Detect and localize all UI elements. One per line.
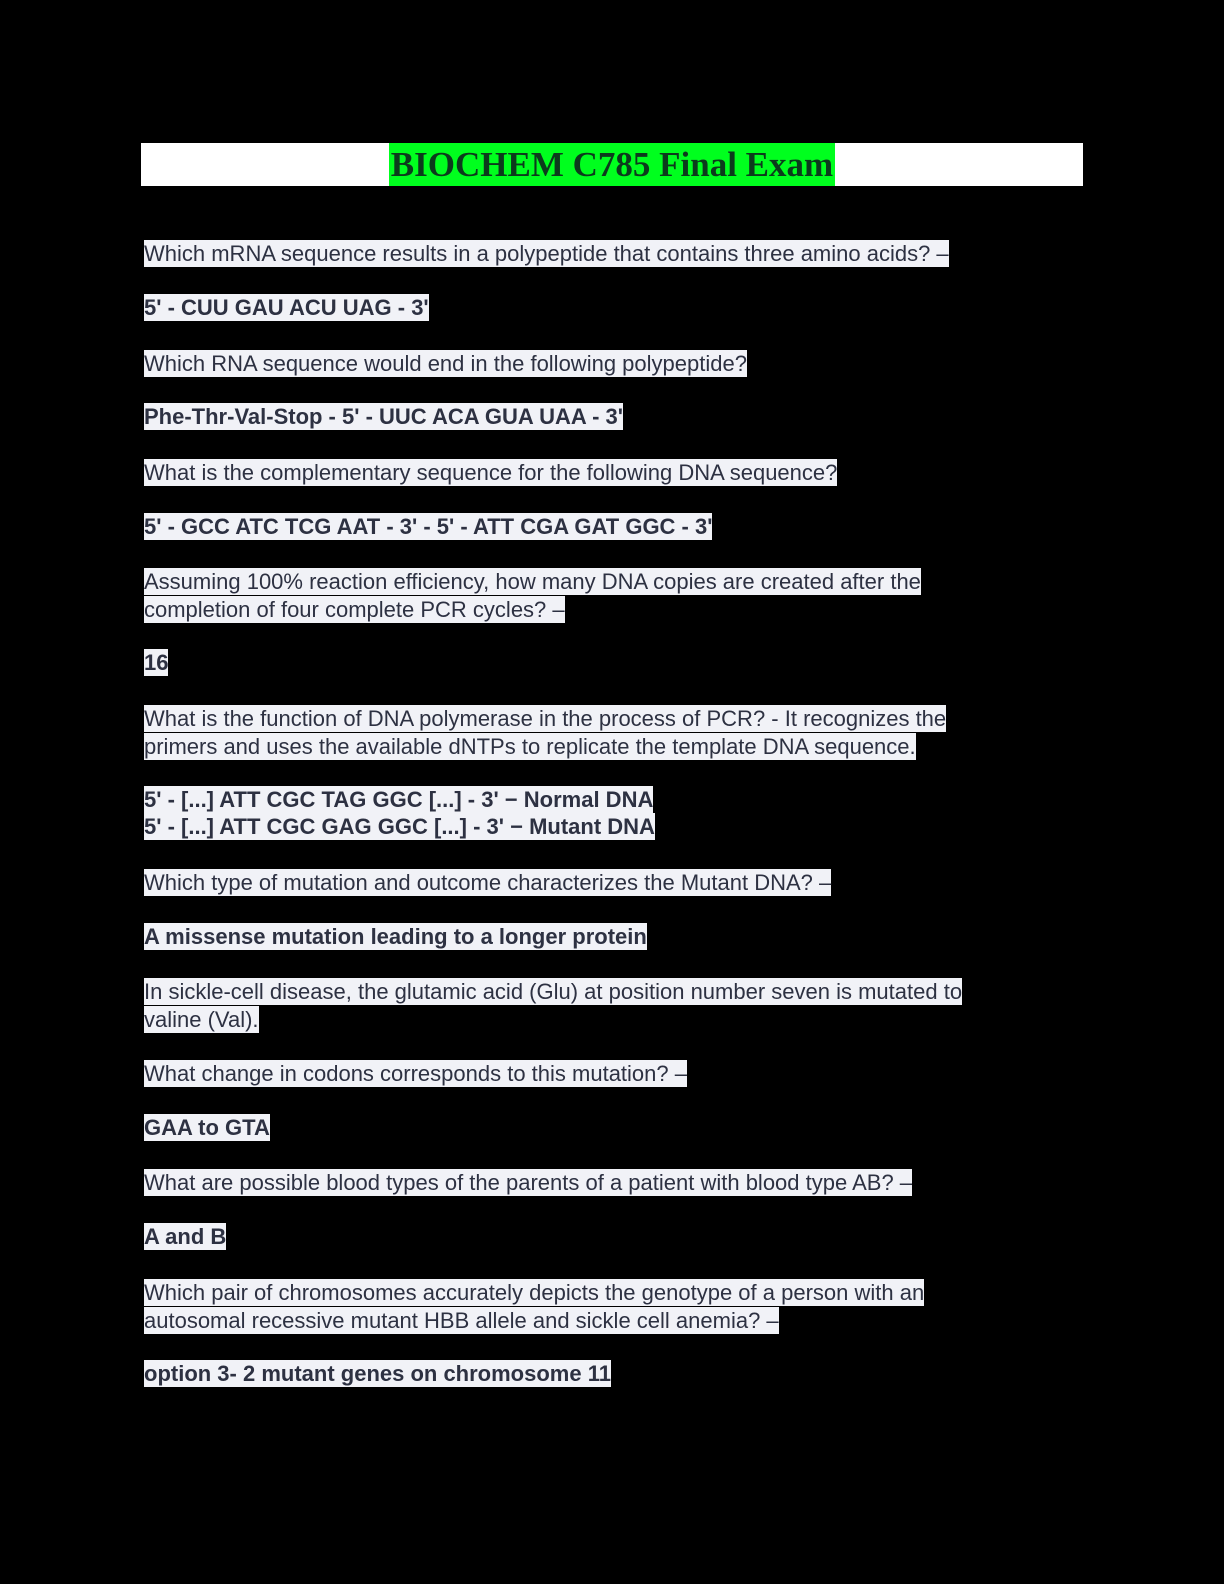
question-text: valine (Val). [144,1007,259,1032]
question-line [144,1279,924,1307]
question-line [144,1006,259,1034]
question-line [144,1169,912,1197]
answer-line [144,403,623,431]
answer-line [144,649,168,677]
answer-line [144,513,712,541]
answer-text: 5' - CUU GAU ACU UAG - 3' [144,295,429,320]
answer-text: A and B [144,1224,227,1249]
question-text: Which mRNA sequence results in a polypeptide that contains three amino acids? – [144,241,949,266]
answer-line [144,923,647,951]
answer-line [144,294,429,322]
answer-text: 16 [144,650,169,675]
question-text: completion of four complete PCR cycles? – [144,597,565,622]
question-text: What is the function of DNA polymerase in the process of PCR? - It recognizes the [144,706,947,731]
question-line [144,1060,687,1088]
question-text: autosomal recessive mutant HBB allele and sickle cell anemia? – [144,1308,779,1333]
document-title: BIOCHEM C785 Final Exam [390,145,834,184]
title-bar [141,143,1083,186]
question-text: In sickle-cell disease, the glutamic acid (Glu) at position number seven is mutated to [144,979,963,1004]
question-text: Assuming 100% reaction efficiency, how many DNA copies are created after the [144,569,921,594]
question-text: What are possible blood types of the parents of a patient with blood type AB? – [144,1170,913,1195]
answer-line [144,1114,270,1142]
answer-line [144,786,653,814]
answer-text: A missense mutation leading to a longer protein [144,924,647,949]
question-line [144,733,916,761]
question-line [144,568,921,596]
question-line [144,705,946,733]
answer-text: option 3- 2 mutant genes on chromosome 11 [144,1361,611,1386]
question-text: Which type of mutation and outcome characterizes the Mutant DNA? – [144,870,832,895]
question-text: Which RNA sequence would end in the following polypeptide? [144,351,747,376]
answer-text: 5' - [...] ATT CGC TAG GGC [...] - 3' − Normal DNA [144,787,654,812]
question-line [144,459,837,487]
answer-line [144,813,655,841]
question-line [144,869,831,897]
question-line [144,978,962,1006]
question-text: Which pair of chromosomes accurately depicts the genotype of a person with an [144,1280,925,1305]
answer-line [144,1360,611,1388]
answer-line [144,1223,226,1251]
question-line [144,350,747,378]
question-text: What is the complementary sequence for the following DNA sequence? [144,460,838,485]
question-text: primers and uses the available dNTPs to replicate the template DNA sequence. [144,734,916,759]
question-line [144,1307,779,1335]
answer-text: 5' - GCC ATC TCG AAT - 3' - 5' - ATT CGA GAT GGC - 3' [144,514,713,539]
question-line [144,596,565,624]
answer-text: GAA to GTA [144,1115,270,1140]
question-line [144,240,949,268]
question-text: What change in codons corresponds to this mutation? – [144,1061,687,1086]
answer-text: 5' - [...] ATT CGC GAG GGC [...] - 3' − Mutant DNA [144,814,655,839]
answer-text: Phe-Thr-Val-Stop - 5' - UUC ACA GUA UAA - 3' [144,404,623,429]
